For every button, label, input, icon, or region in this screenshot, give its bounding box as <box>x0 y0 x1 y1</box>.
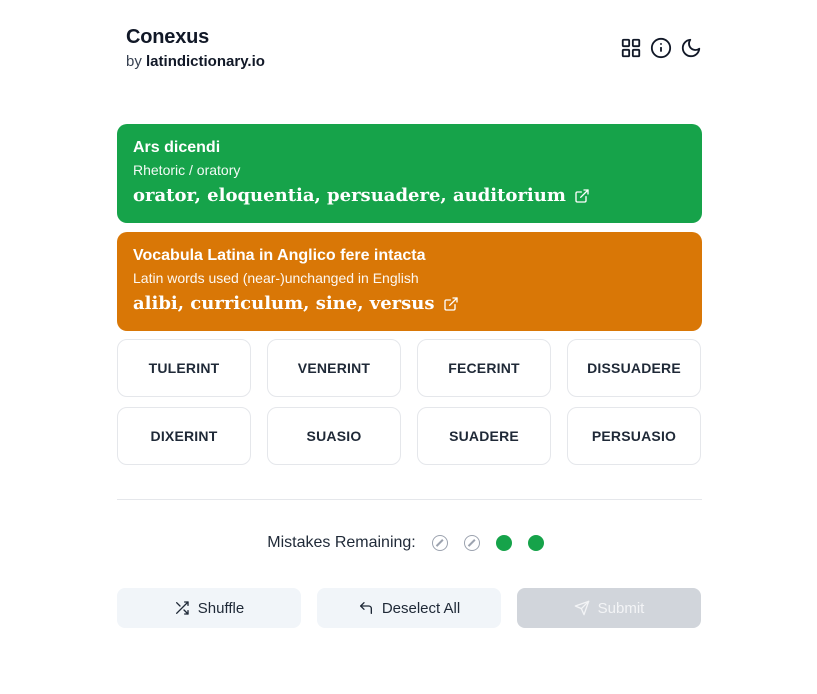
remaining-mistake-icon <box>496 535 512 551</box>
divider <box>117 499 702 500</box>
moon-icon[interactable] <box>680 37 702 59</box>
deselect-all-button[interactable] <box>317 588 501 628</box>
solved-group-english <box>117 232 702 331</box>
mistakes-remaining <box>0 534 817 552</box>
solved-group-rhetoric <box>117 124 702 223</box>
grid-icon[interactable] <box>620 37 642 59</box>
group-description: Rhetoric / oratory <box>133 162 241 178</box>
group-words: alibi, curriculum, sine, versus <box>133 293 435 314</box>
header <box>126 24 702 80</box>
deselect-label: Deselect All <box>381 599 461 617</box>
word-tile[interactable]: TULERINT <box>117 339 251 397</box>
send-icon <box>574 600 590 616</box>
submit-button[interactable] <box>517 588 701 628</box>
byline-link[interactable]: latindictionary.io <box>146 53 265 70</box>
word-tile[interactable]: SUADERE <box>417 407 551 465</box>
word-tile[interactable]: SUASIO <box>267 407 401 465</box>
remaining-mistake-icon <box>528 535 544 551</box>
shuffle-button[interactable] <box>117 588 301 628</box>
word-tile[interactable]: PERSUASIO <box>567 407 701 465</box>
byline-prefix: by <box>126 53 142 70</box>
word-tile[interactable]: VENERINT <box>267 339 401 397</box>
used-mistake-icon <box>464 535 480 551</box>
word-tile[interactable]: FECERINT <box>417 339 551 397</box>
group-title: Vocabula Latina in Anglico fere intacta <box>133 247 426 264</box>
word-grid <box>117 339 702 465</box>
used-mistake-icon <box>432 535 448 551</box>
group-description: Latin words used (near-)unchanged in English <box>133 270 419 286</box>
shuffle-label: Shuffle <box>197 599 245 617</box>
header-toolbar <box>620 37 702 59</box>
group-words-row <box>133 292 686 316</box>
group-title: Ars dicendi <box>133 139 221 156</box>
submit-label: Submit <box>597 599 645 617</box>
mistake-dots <box>432 535 544 551</box>
action-bar <box>117 588 702 628</box>
app-byline <box>126 51 702 73</box>
undo-icon <box>358 600 374 616</box>
shuffle-icon <box>174 600 190 616</box>
word-tile[interactable]: DISSUADERE <box>567 339 701 397</box>
external-link-icon[interactable] <box>443 296 459 312</box>
group-words: orator, eloquentia, persuadere, auditorium <box>133 185 566 206</box>
group-words-row <box>133 184 686 208</box>
external-link-icon[interactable] <box>574 188 590 204</box>
info-icon[interactable] <box>650 37 672 59</box>
mistakes-label: Mistakes Remaining: <box>267 534 416 551</box>
app-title: Conexus <box>126 26 210 48</box>
word-tile[interactable]: DIXERINT <box>117 407 251 465</box>
